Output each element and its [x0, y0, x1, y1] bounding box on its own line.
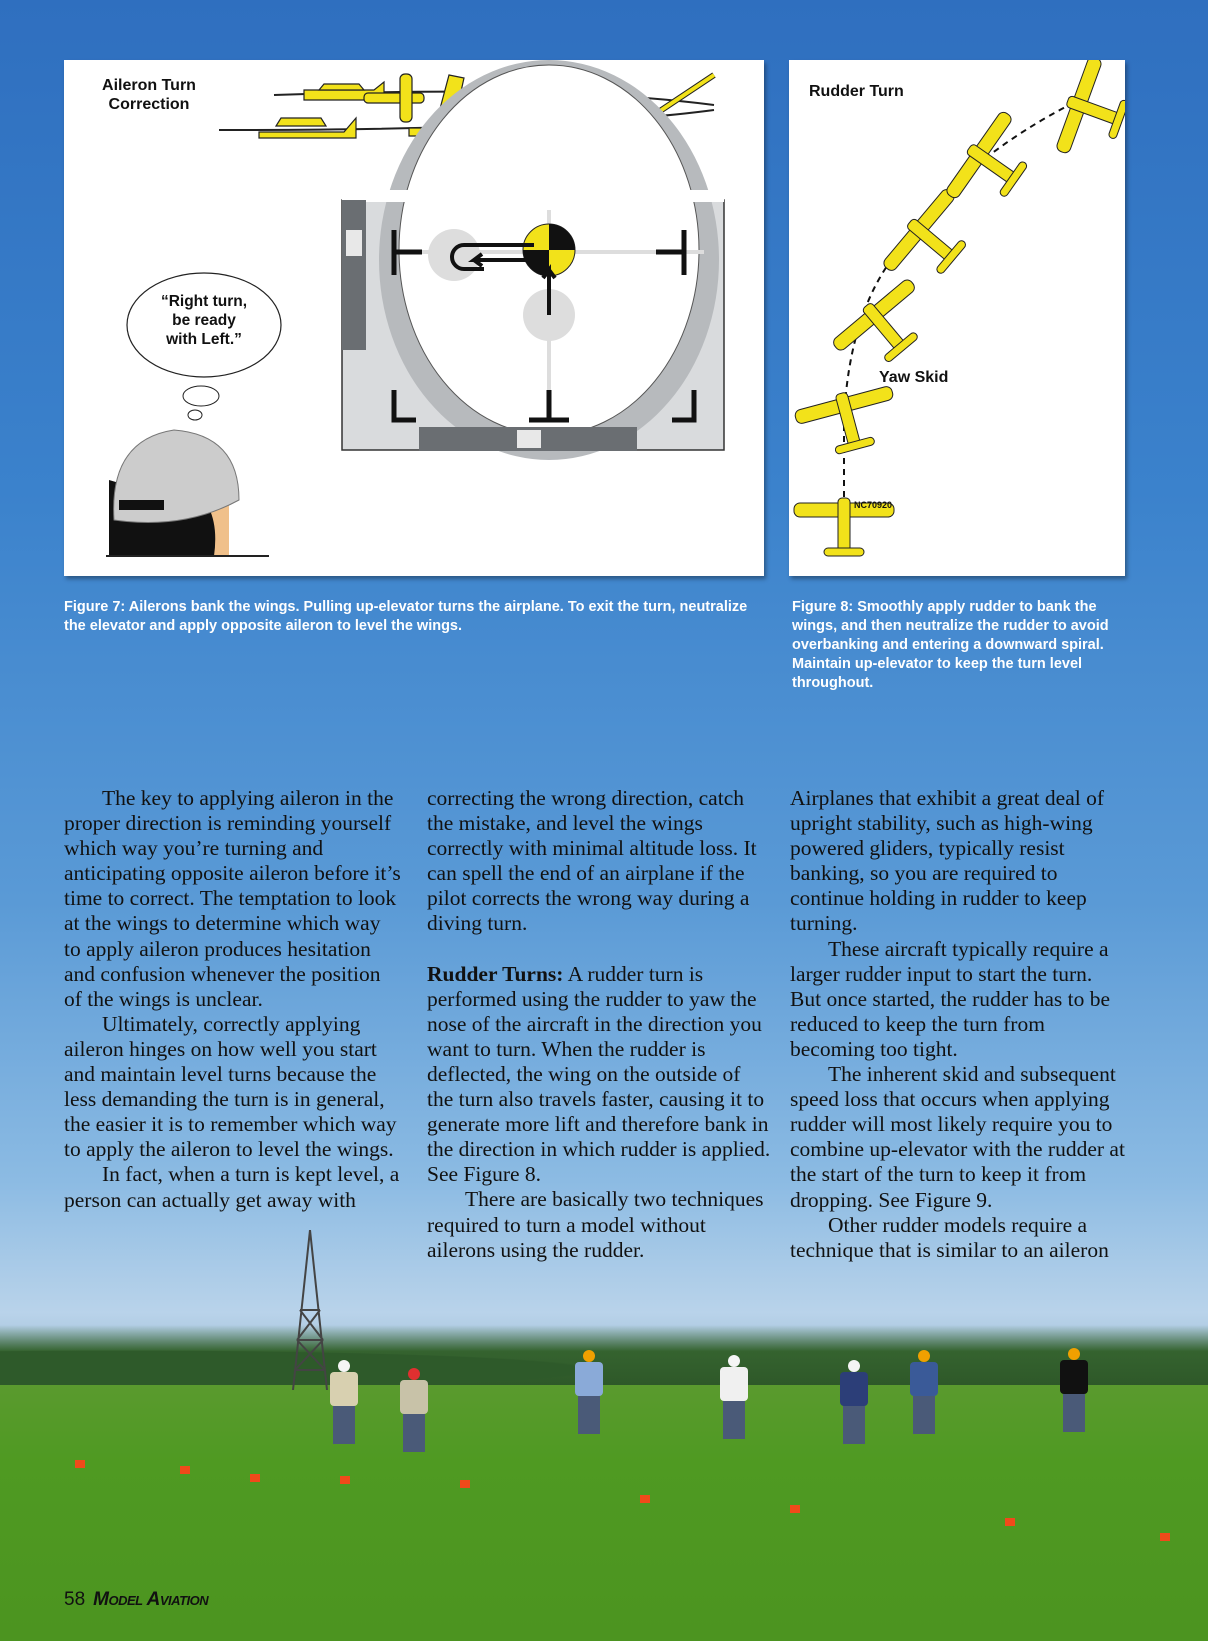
thought-line: with Left.” — [166, 331, 242, 348]
paragraph — [427, 962, 772, 1188]
pilot-figure — [330, 1360, 358, 1444]
rudder-turn-diagram — [789, 60, 1125, 576]
article-column-2 — [427, 786, 772, 1263]
pilot-figure — [840, 1360, 868, 1444]
paragraph: Other rudder models require a technique that is similar to an aileron — [790, 1212, 1109, 1262]
paragraph: In fact, when a turn is kept level, a person can actually get away with — [64, 1162, 400, 1212]
paragraph: The key to applying aileron in the proper direction is reminding yourself which way you’re turning and anticipating opposite aileron before it’s time to correct. The temptation to look at the wings to determine which way to apply aileron produces hesitation and confusion whenever the position of the wings is unclear. — [64, 786, 401, 1011]
paragraph: There are basically two techniques required to turn a model without ailerons using the rudder. — [427, 1187, 764, 1262]
paragraph: The inherent skid and subsequent speed loss that occurs when applying rudder will most likely require you to combine up-elevator with the rudder at the start of the turn to keep it from dropping. See Figure 9. — [790, 1062, 1125, 1212]
plane-icon — [878, 184, 987, 298]
paragraph: Airplanes that exhibit a great deal of upright stability, such as high-wing powered gliders, typically resist banking, so you are required to continue holding in rudder to keep turning. — [790, 786, 1105, 936]
field-cone — [460, 1480, 470, 1488]
pilot-figure — [1060, 1348, 1088, 1432]
plane-icon — [828, 274, 942, 383]
paragraph: These aircraft typically require a larger rudder input to start the turn. But once started, the rudder has to be reduced to keep the turn from becoming too tight. — [790, 936, 1111, 1061]
field-cone — [790, 1505, 800, 1513]
magazine-name: Model Aviation — [93, 1589, 209, 1610]
section-heading: Rudder Turns: — [427, 961, 564, 986]
plane-icon — [364, 74, 424, 122]
field-cone — [250, 1474, 260, 1482]
thought-line: be ready — [172, 312, 236, 329]
figure-8 — [789, 60, 1125, 576]
figure-7-caption: Figure 7: Ailerons bank the wings. Pulling up-elevator turns the airplane. To exit the turn, neutralize the elevator and apply opposite aileron to level the wings. — [64, 599, 748, 634]
article-column-1 — [64, 786, 402, 1213]
figure-8-title: Rudder Turn — [809, 83, 904, 100]
pilot-figure — [910, 1350, 938, 1434]
field-cone — [640, 1495, 650, 1503]
paragraph-text: A rudder turn is performed using the rudder to yaw the nose of the aircraft in the direction you want to turn. When the rudder is deflected, the wing on the outside of the turn also travels faster, causing it to generate more lift and therefore bank in the direction in which rudder is applied. See Figure 8. — [427, 961, 771, 1187]
paragraph: Ultimately, correctly applying aileron hinges on how well you start and maintain level turns because the less demanding the turn is in general, the easier it is to remember which way to apply the aileron to level the wings. — [64, 1011, 397, 1162]
figure-8-caption: Figure 8: Smoothly apply rudder to bank the wings, and then neutralize the rudder to avoid overbanking and entering a downward spiral. Maintain up-elevator to keep the turn level throughout. — [792, 599, 1109, 691]
transmission-tower — [285, 1230, 335, 1390]
plane-icon — [940, 107, 1045, 222]
page-number: 58 — [64, 1589, 86, 1610]
pilot-head-icon — [109, 430, 239, 556]
article-column-3 — [790, 786, 1128, 1263]
pilot-figure — [400, 1368, 428, 1452]
field-cone — [1160, 1533, 1170, 1541]
yaw-skid-label: Yaw Skid — [879, 369, 949, 386]
registration-label: NC70920 — [854, 500, 893, 510]
pilot-figure — [720, 1355, 748, 1439]
field-cone — [75, 1460, 85, 1468]
title-line: Aileron Turn — [102, 77, 196, 94]
title-line: Correction — [108, 96, 190, 113]
thought-text — [139, 292, 269, 349]
field-cone — [1005, 1518, 1015, 1526]
elevator-trim — [342, 200, 366, 350]
thought-line: “Right turn, — [160, 293, 248, 310]
page-footer — [64, 1589, 208, 1611]
figure-7-title — [94, 76, 204, 114]
plane-icon — [1051, 60, 1125, 168]
figure-7 — [64, 60, 764, 576]
field-cone — [340, 1476, 350, 1484]
pilot-figure — [575, 1350, 603, 1434]
plane-icon — [259, 118, 356, 138]
field-cone — [180, 1466, 190, 1474]
plane-icon — [793, 380, 905, 462]
paragraph: correcting the wrong direction, catch the mistake, and level the wings correctly with minimal altitude loss. It can spell the end of an airplane if the pilot corrects the wrong way during a diving turn. — [427, 786, 757, 936]
